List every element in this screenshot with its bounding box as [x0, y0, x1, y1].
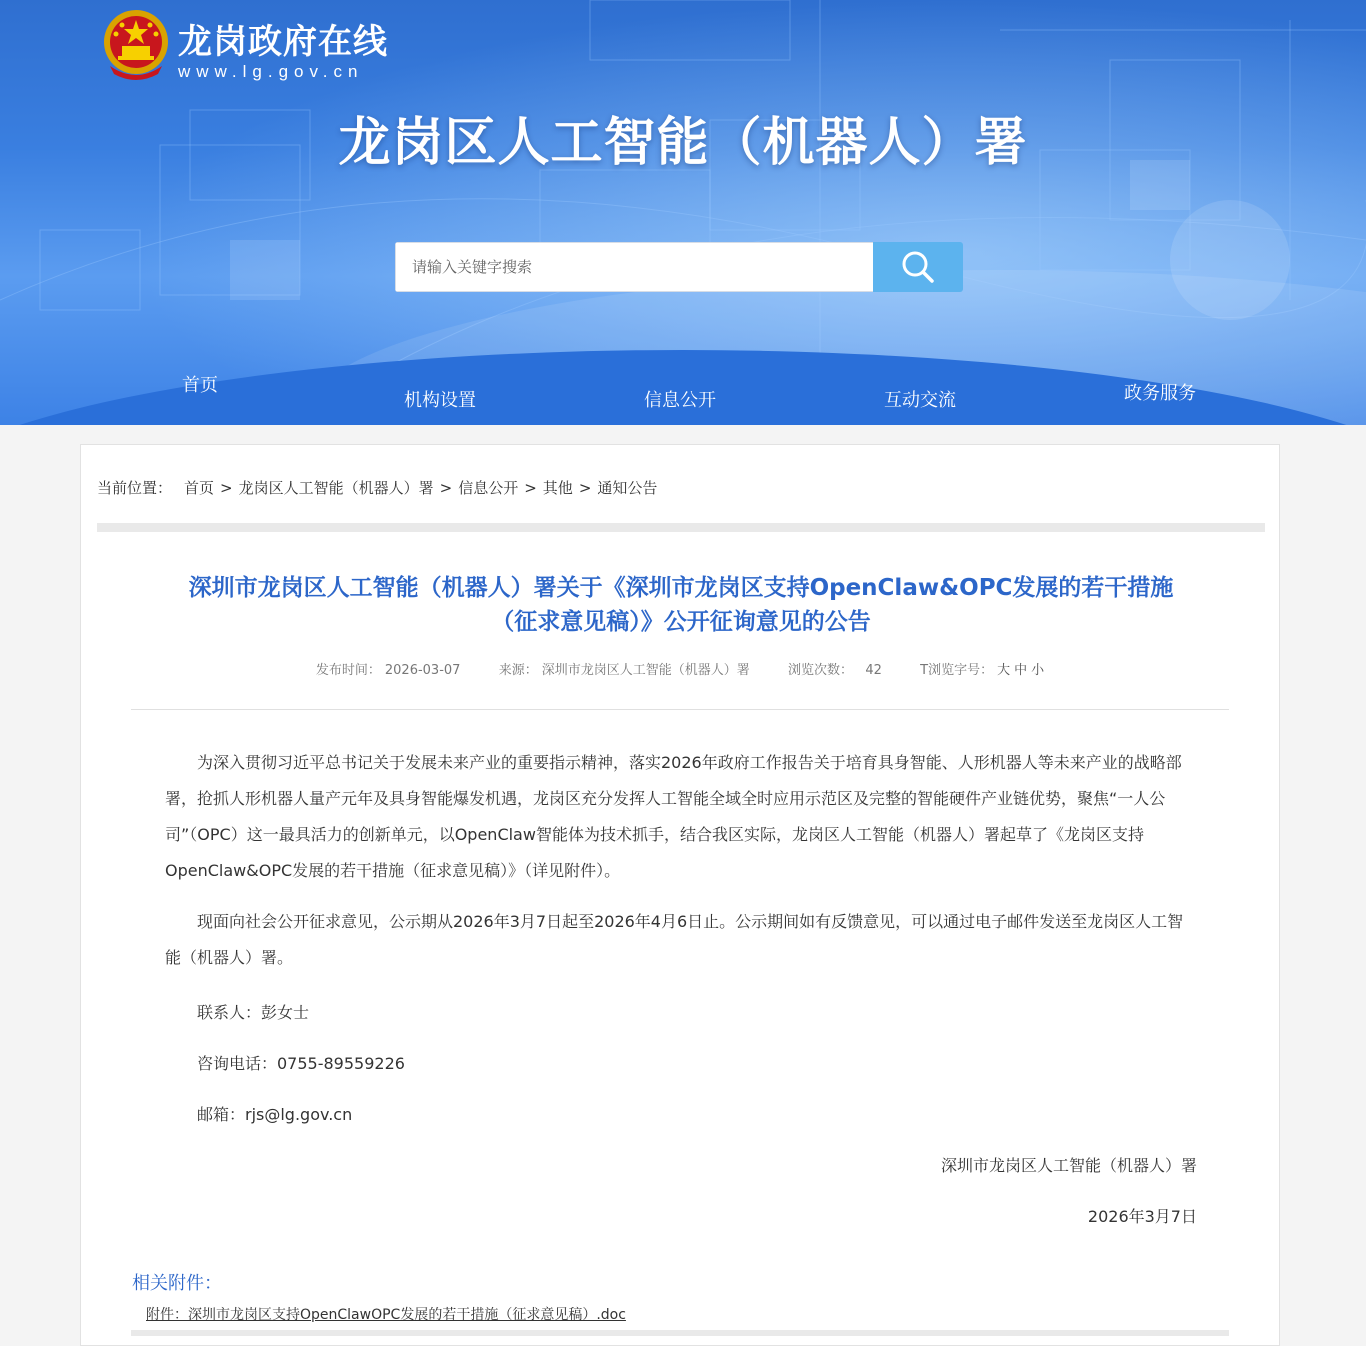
nav-item-organization[interactable]: 机构设置: [404, 390, 476, 411]
views-label: 浏览次数：: [788, 663, 854, 678]
breadcrumb-separator: >: [524, 478, 537, 497]
logo-url: www.lg.gov.cn: [178, 62, 364, 81]
logo-title: 龙岗政府在线: [178, 22, 388, 62]
breadcrumb-notices[interactable]: 通知公告: [597, 479, 658, 497]
attachments-divider: [131, 1330, 1229, 1336]
breadcrumb-label: 当前位置：: [97, 479, 173, 497]
font-size-small-button[interactable]: 小: [1031, 663, 1045, 678]
breadcrumb-info-disclosure[interactable]: 信息公开: [458, 479, 519, 497]
font-size-medium-button[interactable]: 中: [1014, 663, 1028, 678]
search-bar: [395, 242, 963, 292]
breadcrumb-department[interactable]: 龙岗区人工智能（机器人）署: [238, 479, 434, 497]
breadcrumb-separator: >: [220, 478, 233, 497]
views-count: 42: [865, 663, 882, 678]
attachment-link[interactable]: 附件：深圳市龙岗区支持OpenClawOPC发展的若干措施（征求意见稿）.doc: [146, 1307, 626, 1323]
site-title: 龙岗区人工智能（机器人）署: [338, 113, 1028, 173]
breadcrumb: [97, 477, 657, 498]
nav-item-info-disclosure[interactable]: 信息公开: [644, 390, 716, 411]
breadcrumb-home[interactable]: 首页: [184, 479, 215, 497]
divider-bar: [97, 523, 1265, 532]
site-header: [0, 0, 1366, 425]
source-value: 深圳市龙岗区人工智能（机器人）署: [541, 663, 750, 678]
publish-label: 发布时间：: [315, 663, 381, 678]
breadcrumb-other[interactable]: 其他: [542, 479, 573, 497]
nav-item-interaction[interactable]: 互动交流: [884, 390, 956, 411]
national-emblem-icon: [102, 8, 170, 84]
publish-date: 2026-03-07: [384, 663, 461, 678]
article-title-line1: 深圳市龙岗区人工智能（机器人）署关于《深圳市龙岗区支持OpenClaw&OPC发展的若干措施: [188, 575, 1174, 601]
font-size-large-button[interactable]: 大: [997, 663, 1011, 678]
article-meta: [81, 659, 1279, 678]
attachments-heading: 相关附件：: [132, 1273, 222, 1294]
article-paragraph-1: 为深入贯彻习近平总书记关于发展未来产业的重要指示精神，落实2026年政府工作报告关于培育具身智能、人形机器人等未来产业的战略部署，抢抓人形机器人量产元年及具身智能爆发机遇，龙岗区充分发挥人工智能全域全时应用示范区及完整的智能硬件产业链优势，聚焦“一人公司”（OPC）这一最具活力的创新单元，以OpenClaw智能体为技术抓手，结合我区实际，龙岗区人工智能（机器人）署起草了《龙岗区支持OpenClaw&OPC发展的若干措施（征求意见稿）》（详见附件）。: [165, 753, 1182, 880]
nav-item-home[interactable]: 首页: [182, 375, 218, 396]
breadcrumb-separator: >: [578, 478, 592, 497]
contact-email: 邮箱：rjs@lg.gov.cn: [197, 1105, 353, 1124]
article-title: [171, 571, 1191, 639]
contact-phone: 咨询电话：0755-89559226: [197, 1054, 405, 1073]
meta-divider: [131, 709, 1229, 710]
breadcrumb-separator: >: [439, 478, 453, 497]
source-label: 来源：: [498, 663, 538, 678]
article-title-line2: （征求意见稿）》公开征询意见的公告: [491, 609, 871, 635]
nav-item-services[interactable]: 政务服务: [1124, 383, 1196, 404]
contact-person: 联系人：彭女士: [197, 1003, 310, 1022]
search-button[interactable]: [873, 242, 963, 292]
font-size-label: T浏览字号：: [920, 663, 994, 678]
signature-date: 2026年3月7日: [1087, 1207, 1197, 1226]
article-paragraph-2: 现面向社会公开征求意见，公示期从2026年3月7日起至2026年4月6日止。公示期间如有反馈意见，可以通过电子邮件发送至龙岗区人工智能（机器人）署。: [165, 912, 1184, 967]
signature-org: 深圳市龙岗区人工智能（机器人）署: [940, 1156, 1197, 1175]
search-icon: [900, 249, 936, 285]
search-input[interactable]: [395, 242, 873, 292]
article-panel: [80, 444, 1280, 1346]
site-logo[interactable]: [102, 8, 388, 84]
